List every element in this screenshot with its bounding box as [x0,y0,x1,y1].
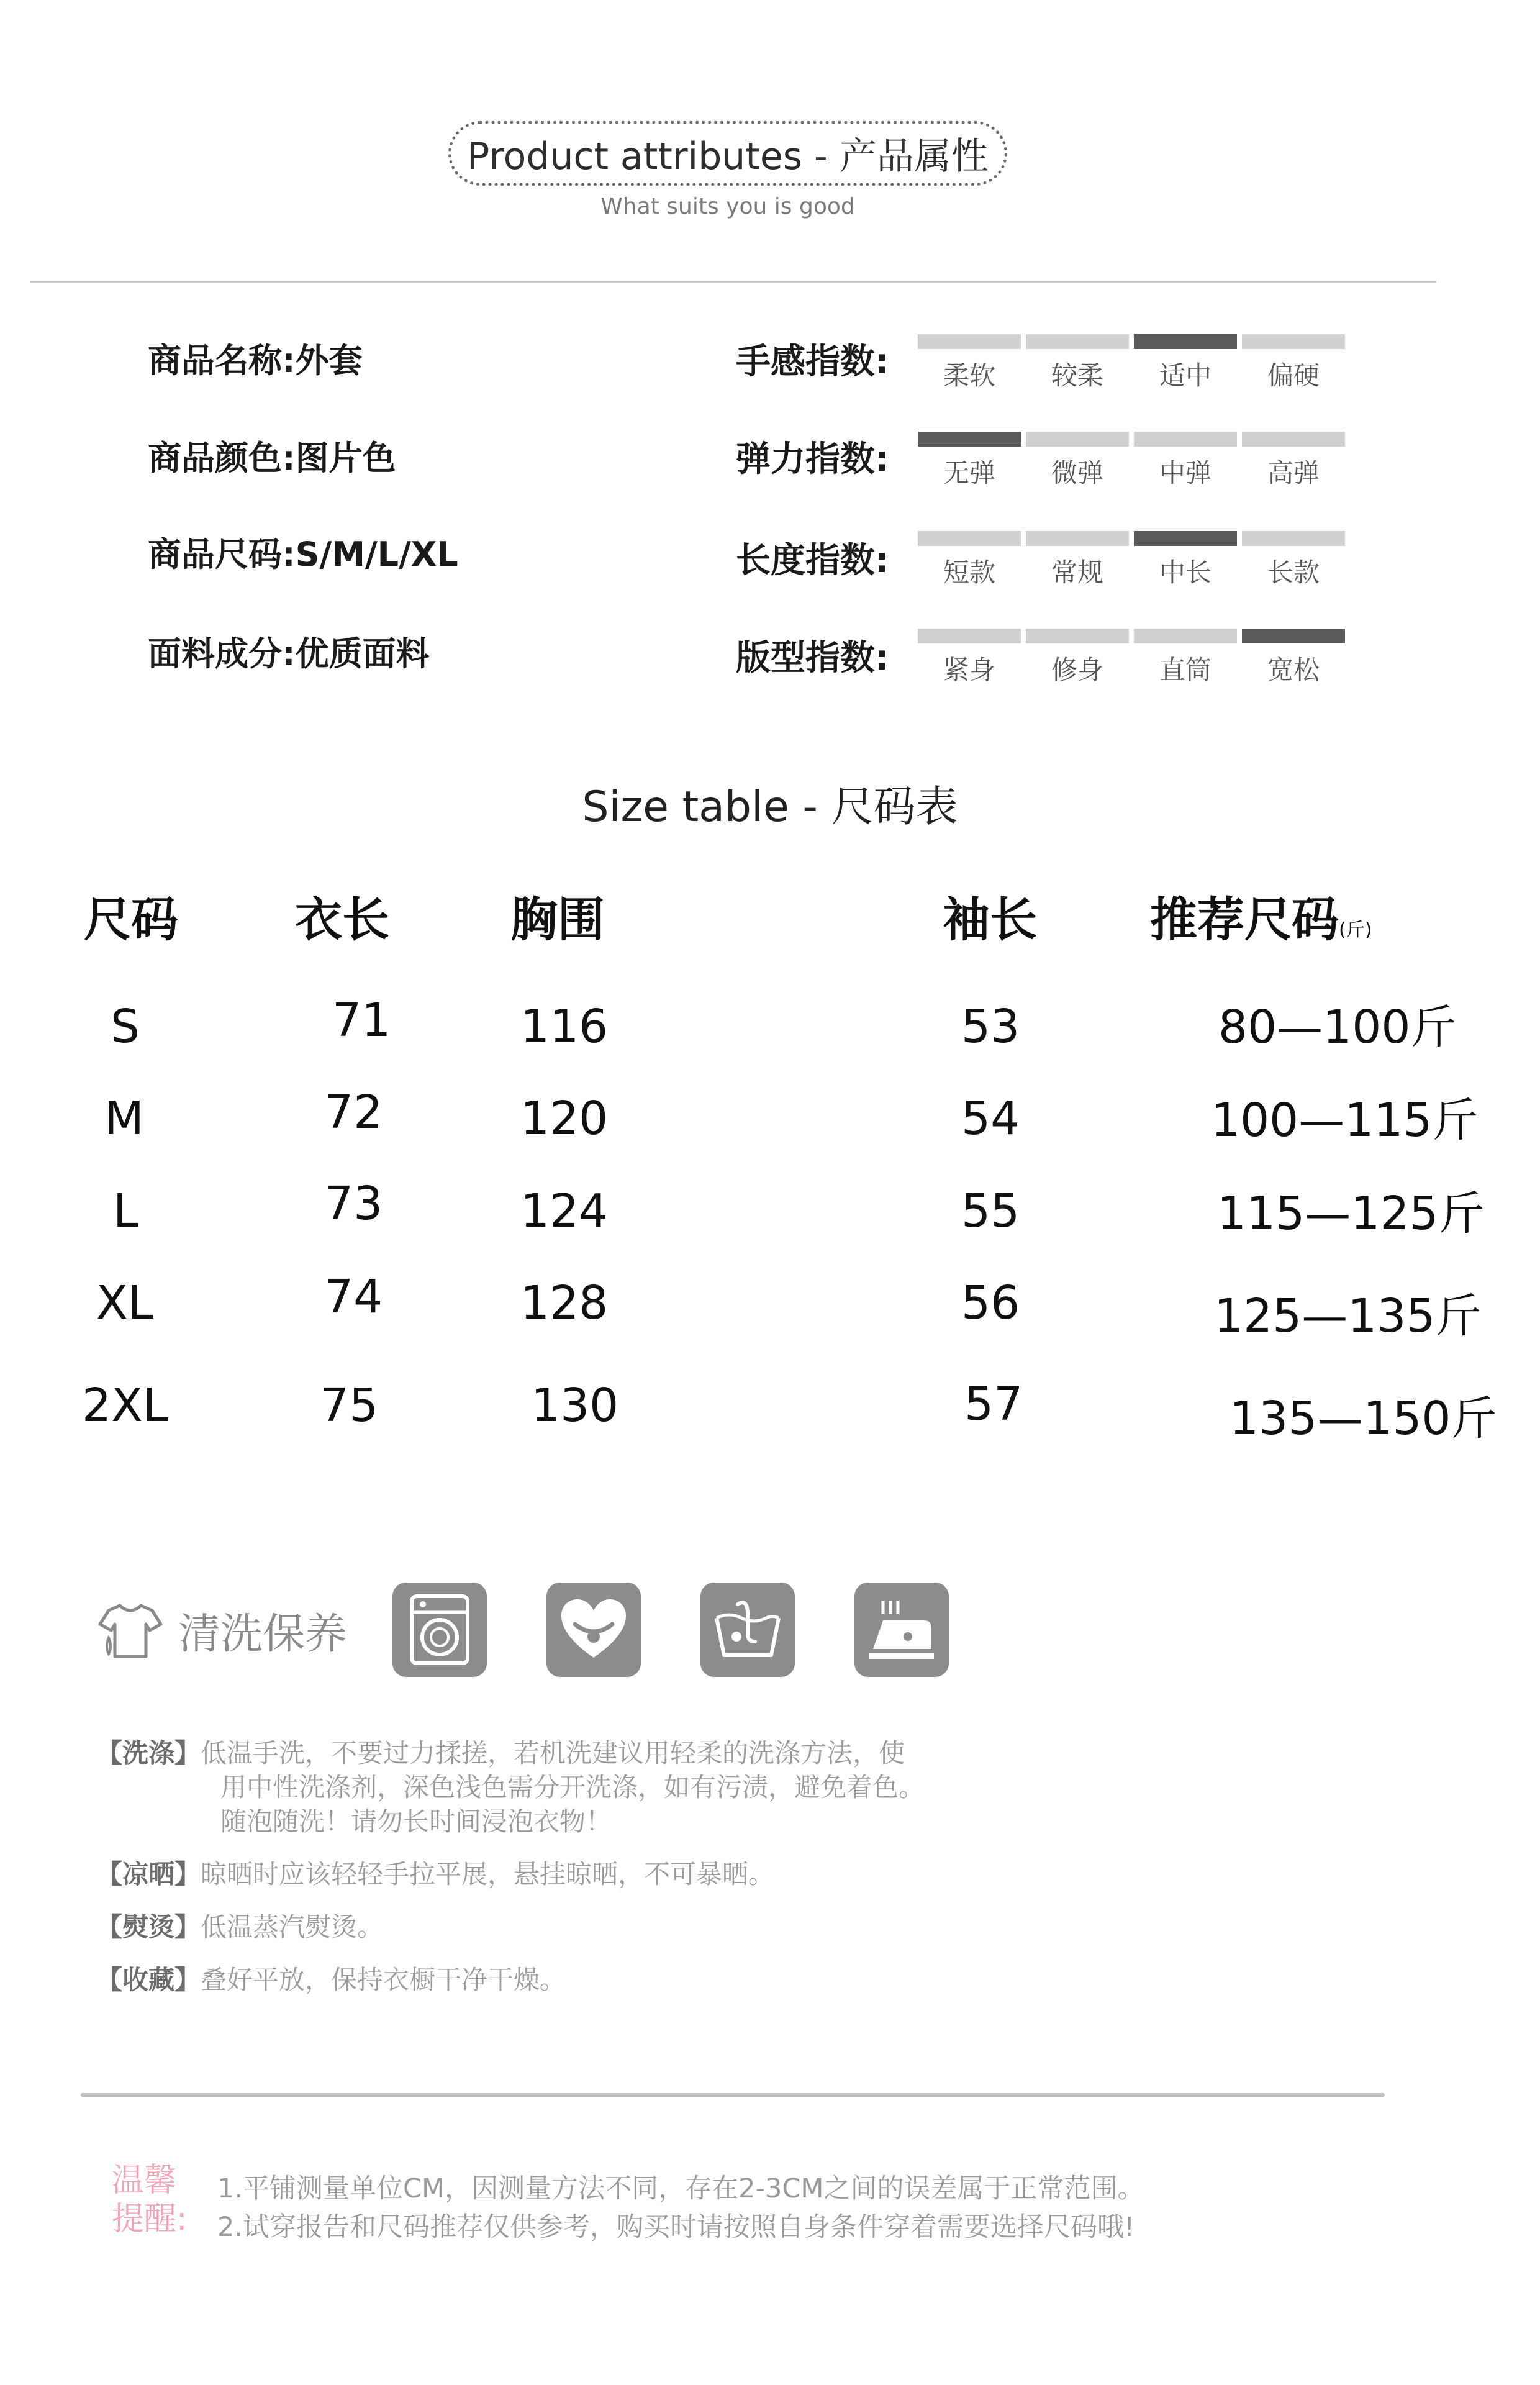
care-section-title [96,1599,347,1661]
index-scale-elasticity [918,432,1346,488]
table-cell-size: 2XL [82,1379,169,1432]
table-cell-chest: 130 [531,1379,619,1432]
table-cell-length: 75 [320,1379,379,1432]
hand-wash-icon [546,1583,641,1677]
scale-option: 适中 [1159,360,1212,391]
table-cell-chest: 116 [520,1000,609,1053]
scale-option: 偏硬 [1267,360,1320,391]
scale-option: 长款 [1267,557,1320,588]
table-cell-sleeve: 53 [961,1000,1020,1053]
attribute-name: 商品名称:外套 [148,341,363,380]
scale-bar [1026,629,1129,643]
scale-bar [1134,629,1237,643]
table-cell-recommend: 115—125斤 [1217,1187,1485,1240]
table-cell-length: 73 [324,1177,383,1230]
iron-icon [854,1583,949,1677]
scale-option: 短款 [943,557,995,588]
table-header-length: 衣长 [295,892,389,947]
table-cell-sleeve: 54 [961,1092,1020,1145]
scale-option: 无弹 [943,458,995,488]
table-cell-size: M [104,1092,144,1145]
table-cell-size: L [113,1184,139,1238]
table-cell-recommend: 80—100斤 [1218,1001,1457,1054]
care-store-key: 【收藏】 [96,1965,201,1995]
scale-option: 修身 [1051,655,1103,685]
scale-bar [1026,334,1129,349]
divider [30,281,1436,283]
care-title-text: 清洗保养 [178,1609,348,1659]
index-label-elasticity: 弹力指数: [736,439,889,479]
scale-bar [1242,432,1345,447]
table-cell-chest: 128 [520,1276,609,1330]
care-store-line [96,1960,566,1997]
care-iron-line [96,1907,383,1944]
care-wash-text-1: 低温手洗，不要过力揉搓，若机洗建议用轻柔的洗涤方法，使 [201,1738,905,1768]
tshirt-icon [96,1599,165,1661]
scale-bar [918,334,1021,349]
table-cell-length: 71 [332,994,391,1047]
care-wash-line [96,1733,905,1770]
scale-bar [918,432,1021,447]
header-subtitle: What suits you is good [600,194,855,219]
scale-option: 紧身 [943,655,995,685]
table-cell-length: 72 [324,1086,383,1139]
care-dry-text: 晾晒时应该轻轻手拉平展，悬挂晾晒，不可暴晒。 [201,1859,775,1889]
reminder-line-2: 2.试穿报告和尺码推荐仅供参考，购买时请按照自身条件穿着需要选择尺码哦! [217,2212,1135,2243]
scale-option: 直筒 [1159,655,1212,685]
scale-option: 宽松 [1267,655,1320,685]
scale-bar [1134,531,1237,546]
table-header-recommend [1150,882,1372,950]
care-iron-text: 低温蒸汽熨烫。 [201,1912,384,1942]
index-scale-fit [918,629,1346,684]
table-header-size: 尺码 [84,892,178,947]
scale-bar [1242,531,1345,546]
scale-bar [1134,432,1237,447]
table-cell-chest: 124 [520,1184,609,1238]
scale-option: 常规 [1051,557,1103,588]
care-store-text: 叠好平放，保持衣橱干净干燥。 [201,1965,566,1995]
scale-option: 高弹 [1267,458,1320,488]
table-header-chest: 胸围 [510,892,605,947]
care-wash-text-2: 用中性洗涤剂，深色浅色需分开洗涤，如有污渍，避免着色。 [220,1772,925,1802]
attribute-fabric: 面料成分:优质面料 [148,634,430,673]
table-cell-length: 74 [324,1270,383,1324]
table-header-recommend-unit: (斤) [1339,919,1372,941]
table-header-recommend-label: 推荐尺码 [1150,892,1339,947]
scale-option: 微弹 [1051,458,1103,488]
scale-option: 中长 [1159,557,1212,588]
washing-machine-icon [392,1583,487,1677]
size-table-title: Size table - 尺码表 [582,783,958,832]
reminder-line-1: 1.平铺测量单位CM，因测量方法不同，存在2-3CM之间的误差属于正常范围。 [217,2173,1144,2204]
scale-option: 较柔 [1051,360,1103,391]
wash-basin-icon [700,1583,795,1677]
table-cell-sleeve: 56 [961,1276,1020,1330]
table-cell-size: XL [96,1276,153,1330]
scale-bar [918,531,1021,546]
scale-bar [1242,334,1345,349]
index-label-fit: 版型指数: [736,638,889,678]
care-iron-key: 【熨烫】 [96,1912,201,1942]
table-cell-recommend: 100—115斤 [1211,1094,1479,1147]
header-title: Product attributes - 产品属性 [467,135,989,178]
scale-option: 中弹 [1159,458,1212,488]
scale-option: 柔软 [943,360,995,391]
care-wash-key: 【洗涤】 [96,1738,201,1768]
attribute-color: 商品颜色:图片色 [148,438,396,478]
table-cell-sleeve: 57 [964,1378,1023,1431]
care-dry-key: 【凉晒】 [96,1859,201,1889]
reminder-label: 温馨提醒: [112,2162,188,2238]
care-dry-line [96,1854,774,1891]
scale-bar [1134,334,1237,349]
attribute-size: 商品尺码:S/M/L/XL [148,535,458,574]
care-wash-text-3: 随泡随洗！请勿长时间浸泡衣物！ [220,1806,612,1837]
table-cell-size: S [111,1000,140,1053]
scale-bar [918,629,1021,643]
index-label-feel: 手感指数: [736,342,889,382]
table-cell-chest: 120 [520,1092,609,1145]
index-scale-length [918,531,1346,587]
table-cell-recommend: 135—150斤 [1230,1392,1497,1445]
divider [81,2093,1385,2097]
index-label-length: 长度指数: [736,540,889,581]
table-cell-recommend: 125—135斤 [1214,1289,1482,1343]
header-title-pill [448,121,1007,186]
scale-bar [1026,531,1129,546]
scale-bar [1026,432,1129,447]
table-header-sleeve: 袖长 [943,892,1037,947]
table-cell-sleeve: 55 [961,1184,1020,1238]
index-scale-feel [918,334,1346,390]
scale-bar [1242,629,1345,643]
